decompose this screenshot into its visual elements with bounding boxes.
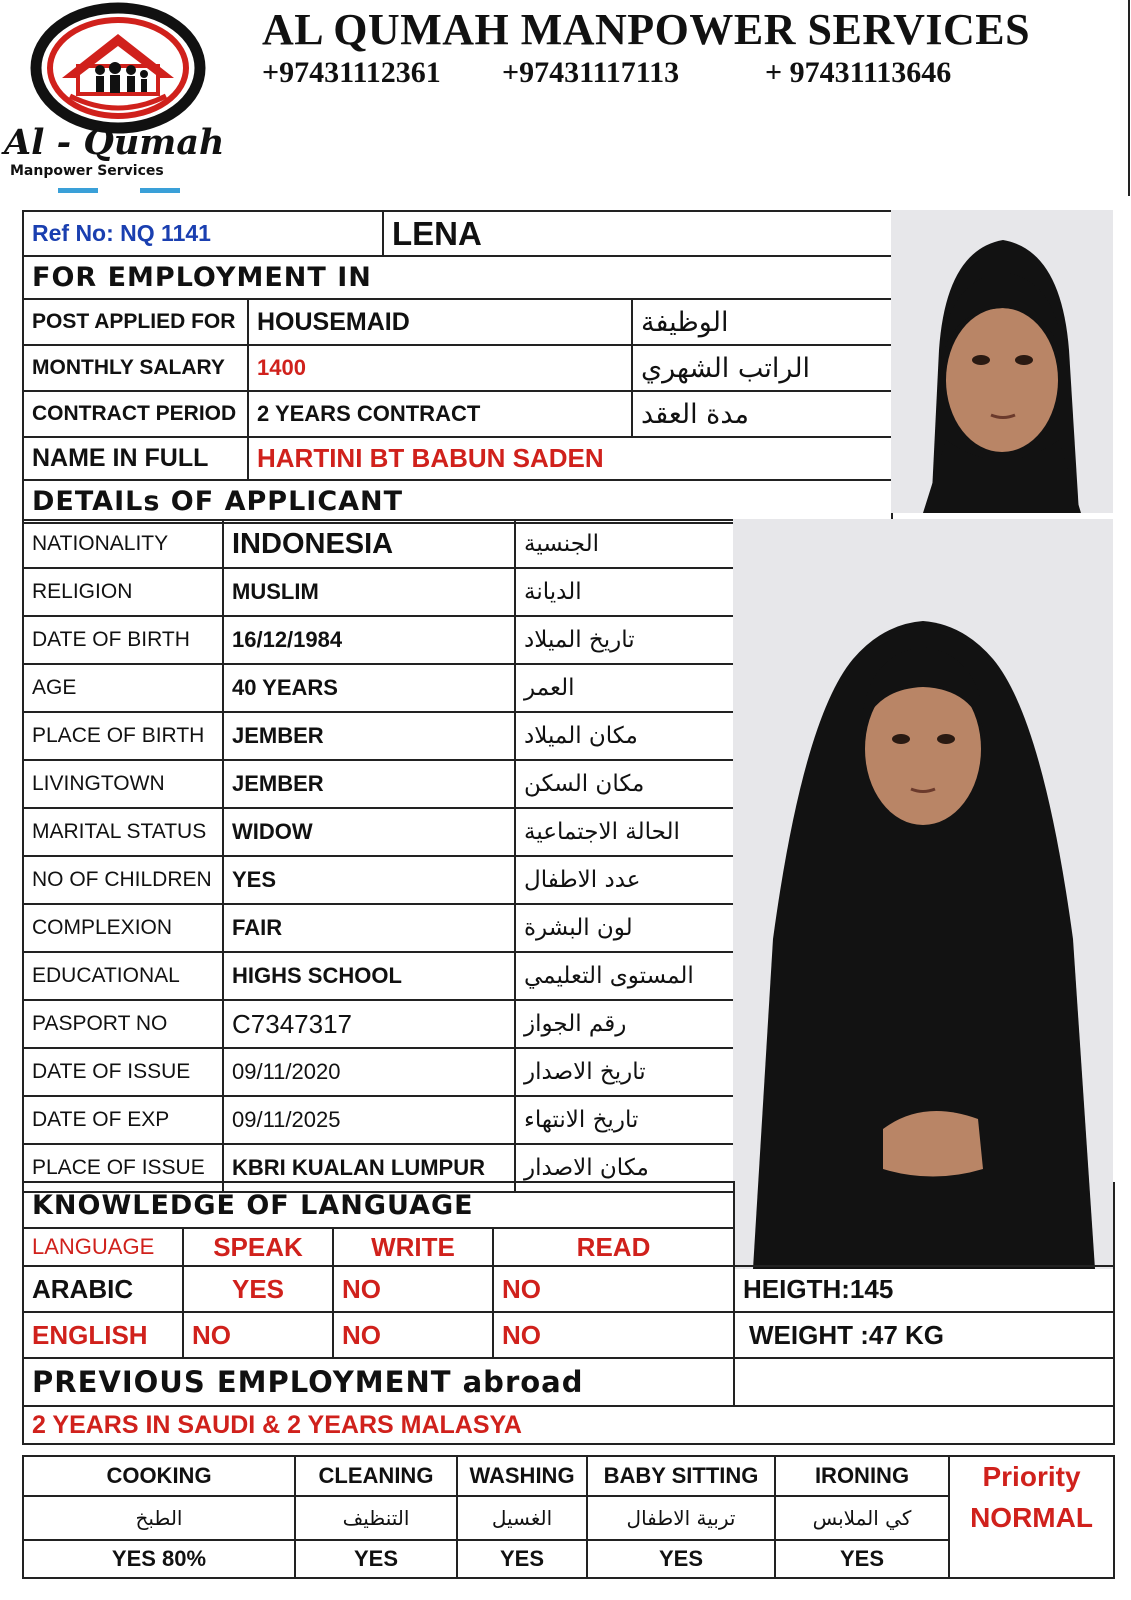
language-spacer xyxy=(734,1182,1114,1228)
lang-english-read: NO xyxy=(493,1312,734,1358)
language-spacer xyxy=(734,1228,1114,1266)
priority-value: NORMAL xyxy=(949,1496,1114,1540)
skill-arabic-washing: الغسيل xyxy=(457,1496,587,1540)
skill-value-washing: YES xyxy=(457,1540,587,1578)
fullname-label: NAME IN FULL xyxy=(23,437,248,480)
detail-label: NATIONALITY xyxy=(23,520,223,568)
detail-value: JEMBER xyxy=(223,760,515,808)
salary-label: MONTHLY SALARY xyxy=(23,345,248,391)
priority-label: Priority xyxy=(949,1456,1114,1496)
employment-section-title: FOR EMPLOYMENT IN xyxy=(23,256,892,299)
detail-label: NO OF CHILDREN xyxy=(23,856,223,904)
detail-arabic: تاريخ الانتهاء xyxy=(515,1096,734,1144)
detail-arabic: الجنسية xyxy=(515,520,734,568)
language-table xyxy=(22,1181,1115,1445)
detail-value: JEMBER xyxy=(223,712,515,760)
logo-subtext: Manpower Services xyxy=(10,163,164,179)
detail-label: LIVINGTOWN xyxy=(23,760,223,808)
skill-arabic-baby-sitting: تربية الاطفال xyxy=(587,1496,775,1540)
lang-header-speak: SPEAK xyxy=(183,1228,333,1266)
lang-arabic-name: ARABIC xyxy=(23,1266,183,1312)
weight-value: WEIGHT :47 KG xyxy=(734,1312,1114,1358)
contract-value: 2 YEARS CONTRACT xyxy=(248,391,632,437)
detail-label: DATE OF ISSUE xyxy=(23,1048,223,1096)
skill-arabic-cooking: الطبخ xyxy=(23,1496,295,1540)
detail-value: KBRI KUALAN LUMPUR xyxy=(223,1144,515,1192)
skill-arabic-ironing: كي الملابس xyxy=(775,1496,949,1540)
previous-employment-title: PREVIOUS EMPLOYMENT abroad xyxy=(23,1358,734,1406)
detail-arabic: لون البشرة xyxy=(515,904,734,952)
skill-value-baby-sitting: YES xyxy=(587,1540,775,1578)
language-section-title: KNOWLEDGE OF LANGUAGE xyxy=(23,1182,734,1228)
detail-arabic: رقم الجواز xyxy=(515,1000,734,1048)
detail-label: PASPORT NO xyxy=(23,1000,223,1048)
lang-header-write: WRITE xyxy=(333,1228,493,1266)
detail-label: MARITAL STATUS xyxy=(23,808,223,856)
detail-value: FAIR xyxy=(223,904,515,952)
salary-arabic: الراتب الشهري xyxy=(632,345,892,391)
previous-spacer xyxy=(734,1358,1114,1406)
company-name: AL QUMAH MANPOWER SERVICES xyxy=(262,5,1031,54)
detail-value: YES xyxy=(223,856,515,904)
skill-value-cooking: YES 80% xyxy=(23,1540,295,1578)
phone-2: +97431117113 xyxy=(502,56,680,89)
detail-arabic: تاريخ الميلاد xyxy=(515,616,734,664)
applicant-full-body-photo xyxy=(733,519,1113,1269)
detail-value: 16/12/1984 xyxy=(223,616,515,664)
detail-value: 09/11/2020 xyxy=(223,1048,515,1096)
employment-table xyxy=(22,210,893,524)
detail-arabic: عدد الاطفال xyxy=(515,856,734,904)
skill-arabic-cleaning: التنظيف xyxy=(295,1496,457,1540)
applicant-portrait-photo xyxy=(891,210,1113,513)
lang-arabic-read: NO xyxy=(493,1266,734,1312)
detail-arabic: مكان السكن xyxy=(515,760,734,808)
detail-label: DATE OF EXP xyxy=(23,1096,223,1144)
details-table xyxy=(22,519,735,1193)
detail-value: 09/11/2025 xyxy=(223,1096,515,1144)
lang-english-write: NO xyxy=(333,1312,493,1358)
details-section-title: DETAILs OF APPLICANT xyxy=(23,480,892,523)
detail-value: HIGHS SCHOOL xyxy=(223,952,515,1000)
candidate-nickname: LENA xyxy=(383,211,892,256)
logo-text: Al - Qumah xyxy=(4,122,225,163)
previous-employment-value: 2 YEARS IN SAUDI & 2 YEARS MALASYA xyxy=(23,1406,1114,1444)
detail-arabic: الحالة الاجتماعية xyxy=(515,808,734,856)
company-logo xyxy=(0,0,240,190)
detail-arabic: مكان الاصدار xyxy=(515,1144,734,1192)
fullname-value: HARTINI BT BABUN SADEN xyxy=(248,437,892,480)
skill-label-washing: WASHING xyxy=(457,1456,587,1496)
detail-label: EDUCATIONAL xyxy=(23,952,223,1000)
lang-english-speak: NO xyxy=(183,1312,333,1358)
detail-value: 40 YEARS xyxy=(223,664,515,712)
detail-value: INDONESIA xyxy=(223,520,515,568)
contract-label: CONTRACT PERIOD xyxy=(23,391,248,437)
skill-label-cleaning: CLEANING xyxy=(295,1456,457,1496)
detail-arabic: العمر xyxy=(515,664,734,712)
lang-header-read: READ xyxy=(493,1228,734,1266)
lang-arabic-write: NO xyxy=(333,1266,493,1312)
detail-arabic: الديانة xyxy=(515,568,734,616)
skill-label-ironing: IRONING xyxy=(775,1456,949,1496)
contract-arabic: مدة العقد xyxy=(632,391,892,437)
skill-label-cooking: COOKING xyxy=(23,1456,295,1496)
detail-value: WIDOW xyxy=(223,808,515,856)
detail-label: COMPLEXION xyxy=(23,904,223,952)
skill-value-ironing: YES xyxy=(775,1540,949,1578)
full-body-figure-icon xyxy=(733,519,1113,1269)
detail-arabic: المستوى التعليمي xyxy=(515,952,734,1000)
ref-number: Ref No: NQ 1141 xyxy=(23,211,383,256)
detail-label: RELIGION xyxy=(23,568,223,616)
logo-underline xyxy=(58,188,98,193)
detail-value: MUSLIM xyxy=(223,568,515,616)
lang-english-name: ENGLISH xyxy=(23,1312,183,1358)
detail-arabic: تاريخ الاصدار xyxy=(515,1048,734,1096)
post-value: HOUSEMAID xyxy=(248,299,632,345)
portrait-figure-icon xyxy=(891,210,1113,513)
detail-value: C7347317 xyxy=(223,1000,515,1048)
post-label: POST APPLIED FOR xyxy=(23,299,248,345)
logo-underline xyxy=(140,188,180,193)
salary-value: 1400 xyxy=(248,345,632,391)
phone-1: +97431112361 xyxy=(262,56,441,89)
height-value: HEIGTH:145 xyxy=(734,1266,1114,1312)
detail-arabic: مكان الميلاد xyxy=(515,712,734,760)
detail-label: AGE xyxy=(23,664,223,712)
priority-spacer xyxy=(949,1540,1114,1578)
header-right-border xyxy=(1128,0,1130,196)
lang-header-language: LANGUAGE xyxy=(23,1228,183,1266)
skill-label-baby-sitting: BABY SITTING xyxy=(587,1456,775,1496)
skills-table xyxy=(22,1455,1115,1579)
lang-arabic-speak: YES xyxy=(183,1266,333,1312)
detail-label: DATE OF BIRTH xyxy=(23,616,223,664)
phone-3: + 97431113646 xyxy=(765,56,952,89)
detail-label: PLACE OF ISSUE xyxy=(23,1144,223,1192)
skill-value-cleaning: YES xyxy=(295,1540,457,1578)
detail-label: PLACE OF BIRTH xyxy=(23,712,223,760)
post-arabic: الوظيفة xyxy=(632,299,892,345)
